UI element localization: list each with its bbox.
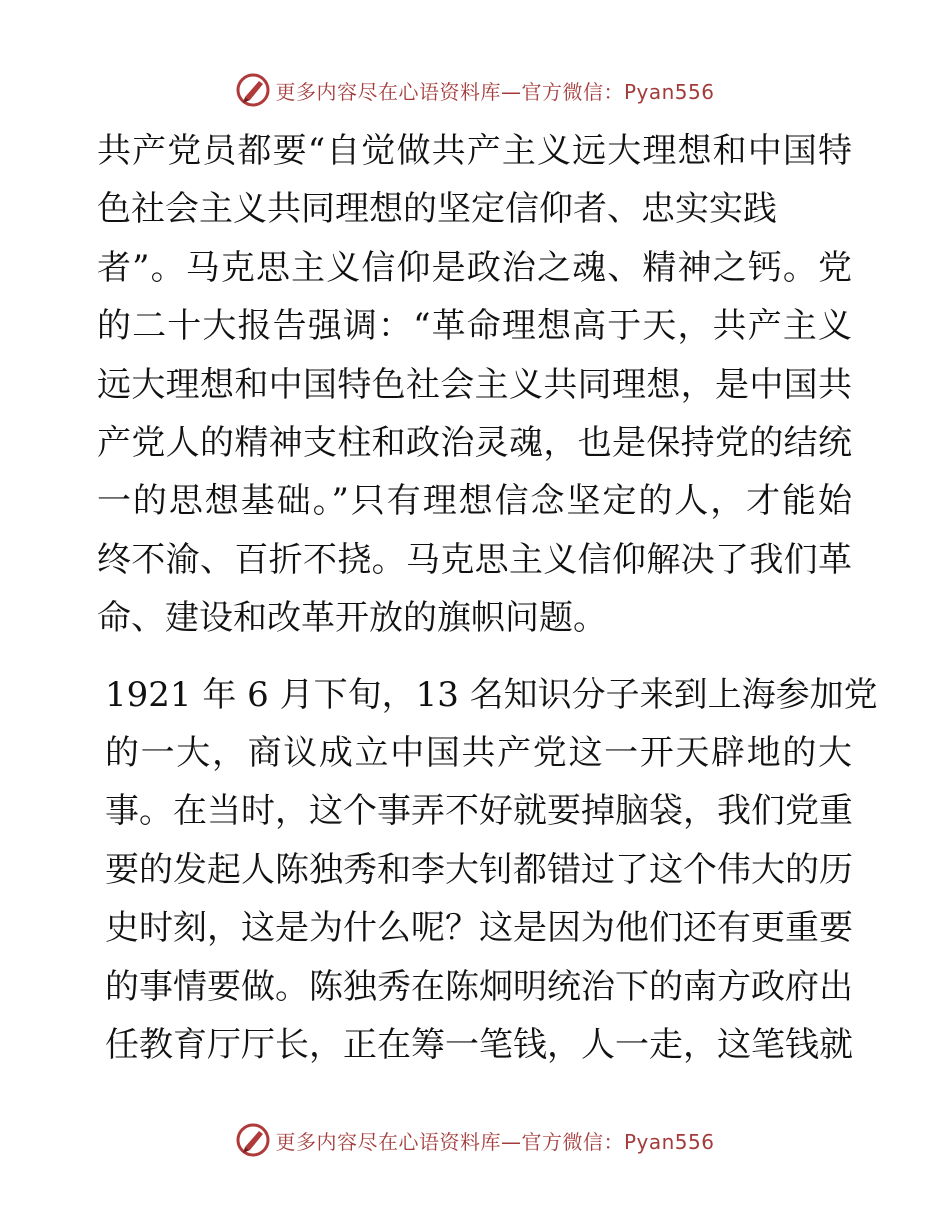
text-line: 产党人的精神支柱和政治灵魂，也是保持党的结统 (97, 423, 852, 464)
text-line: 史时刻，这是为什么呢？这是因为他们还有更重要 (105, 908, 853, 949)
footer-banner-wechat: 官方微信：Pyan556 (521, 1129, 715, 1154)
text-line: 一的思想基础。”只有理想信念坚定的人，才能始 (97, 481, 852, 522)
header-banner-text (275, 76, 714, 105)
document-body (97, 122, 878, 1075)
text-line: 1921 年 6 月下旬，13 名知识分子来到上海参加党 (105, 674, 878, 715)
text-line: 命、建设和改革开放的旗帜问题。 (97, 598, 607, 639)
text-line: 事。在当时，这个事弄不好就要掉脑袋，我们党重 (105, 791, 853, 832)
footer-banner-main: 更多内容尽在心语资料库 (275, 1129, 501, 1154)
pen-circle-logo-icon (235, 1122, 271, 1158)
header-banner (0, 70, 950, 110)
text-line: 要的发起人陈独秀和李大钊都错过了这个伟大的历 (105, 849, 853, 890)
text-line: 终不渝、百折不挠。马克思主义信仰解决了我们革 (97, 539, 852, 580)
text-line: 的二十大报告强调：“革命理想高于天，共产主义 (97, 306, 852, 347)
header-banner-wechat: 官方微信：Pyan556 (521, 79, 715, 104)
text-line: 远大理想和中国特色社会主义共同理想，是中国共 (97, 364, 852, 405)
text-line: 色社会主义共同理想的坚定信仰者、忠实实践 (97, 189, 777, 230)
text-line: 任教育厅厅长，正在筹一笔钱，人一走，这笔钱就 (105, 1025, 853, 1066)
header-banner-main: 更多内容尽在心语资料库 (275, 79, 501, 104)
text-line: 者”。马克思主义信仰是政治之魂、精神之钙。党 (97, 247, 852, 288)
footer-banner (0, 1120, 950, 1160)
pen-circle-logo-icon (235, 72, 271, 108)
text-line: 的一大，商议成立中国共产党这一开天辟地的大 (105, 733, 852, 774)
footer-banner-text (275, 1126, 714, 1155)
text-line: 共产党员都要“自觉做共产主义远大理想和中国特 (97, 131, 852, 171)
footer-banner-separator: — (500, 1129, 522, 1154)
paragraph-2 (97, 666, 878, 1075)
text-line: 的事情要做。陈独秀在陈炯明统治下的南方政府出 (105, 966, 853, 1007)
header-banner-separator: — (500, 79, 522, 104)
paragraph-1 (97, 122, 852, 648)
